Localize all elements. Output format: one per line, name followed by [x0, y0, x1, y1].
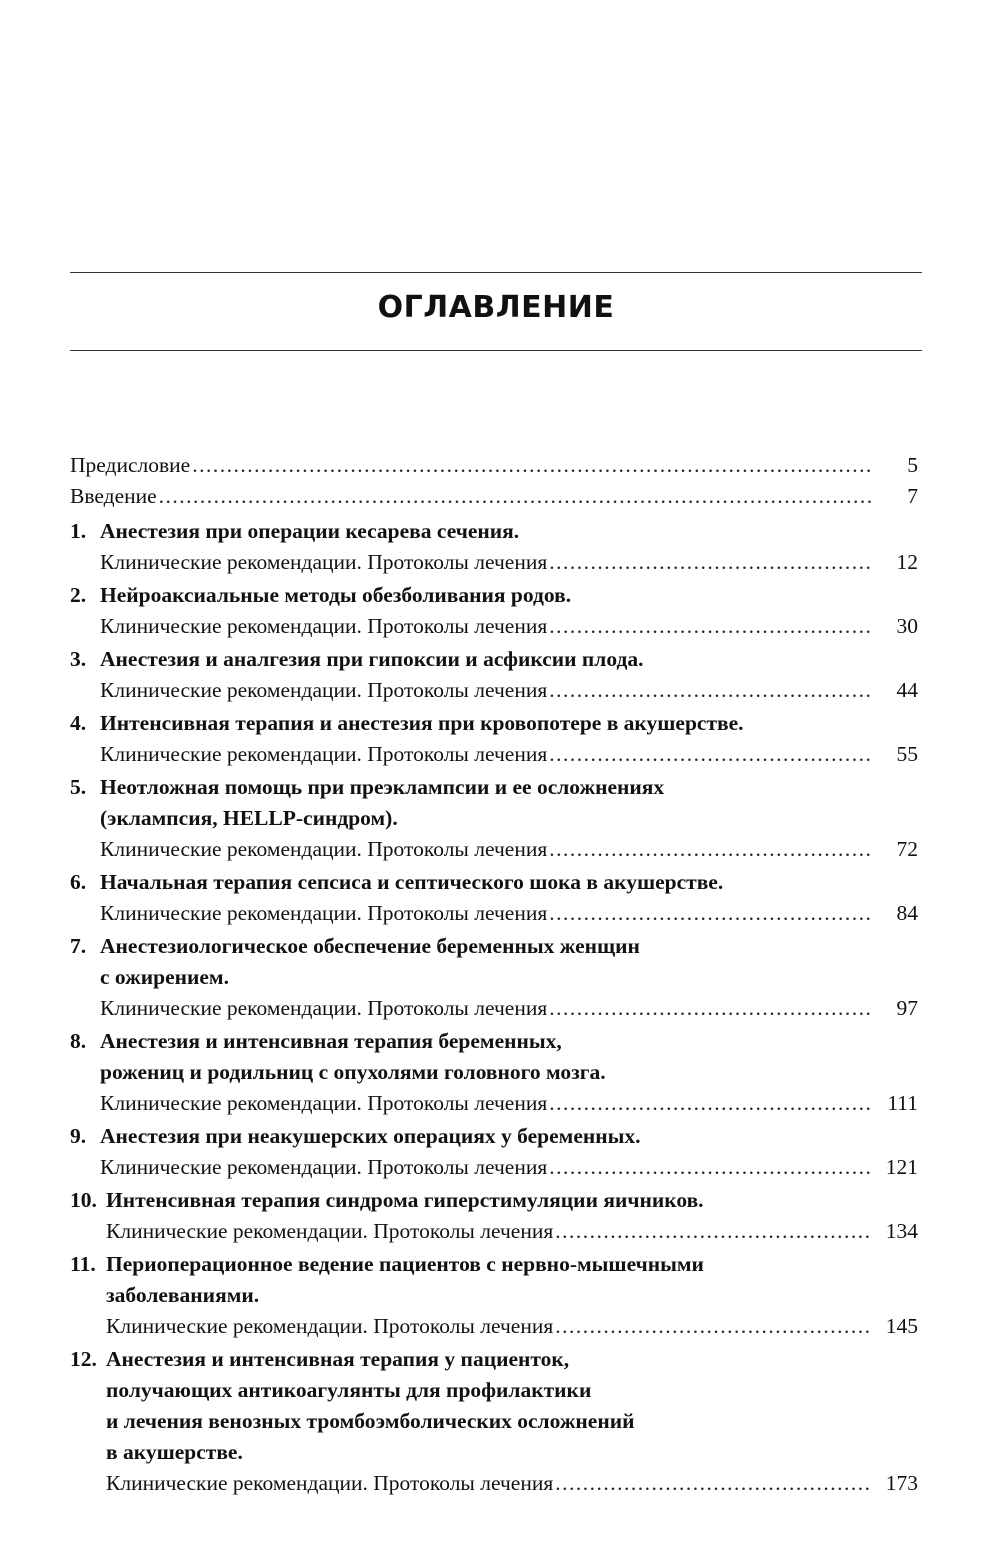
- dot-leader: [555, 1311, 872, 1342]
- dot-leader: [555, 1468, 872, 1499]
- chapter-number: 3.: [70, 647, 87, 671]
- chapter-title: Периоперационное ведение пациентов с нервно-мышечными: [106, 1252, 704, 1276]
- table-of-contents: [70, 450, 918, 1501]
- chapter-subtitle: Клинические рекомендации. Протоколы лечения: [106, 1314, 554, 1338]
- chapter-subtitle: Клинические рекомендации. Протоколы лечения: [100, 1155, 548, 1179]
- chapter-subtitle: Клинические рекомендации. Протоколы лечения: [100, 1091, 548, 1115]
- dot-leader: [549, 739, 872, 770]
- dot-leader: [159, 481, 872, 512]
- toc-page-number: 55: [896, 742, 918, 766]
- toc-chapter-entry: [70, 1344, 918, 1499]
- toc-page-number: 7: [907, 484, 918, 508]
- chapter-number: 11.: [70, 1252, 96, 1276]
- chapter-subtitle: Клинические рекомендации. Протоколы лечения: [100, 614, 548, 638]
- chapter-subtitle-line: [70, 1468, 918, 1499]
- chapter-list: [70, 516, 918, 1499]
- chapter-title: Анестезия при неакушерских операциях у беременных.: [100, 1124, 641, 1148]
- dot-leader: [549, 611, 872, 642]
- chapter-subtitle-line: [70, 898, 918, 929]
- toc-chapter-entry: [70, 867, 918, 929]
- chapter-title: Анестезия и интенсивная терапия у пациенток,: [106, 1347, 570, 1371]
- chapter-title-continuation: рожениц и родильниц с опухолями головного мозга.: [100, 1060, 606, 1084]
- chapter-number: 9.: [70, 1124, 87, 1148]
- toc-page-number: 97: [896, 996, 918, 1020]
- toc-page-number: 121: [885, 1155, 918, 1179]
- chapter-number: 8.: [70, 1029, 87, 1053]
- chapter-number: 2.: [70, 583, 87, 607]
- chapter-subtitle-line: [70, 1152, 918, 1183]
- toc-chapter-entry: [70, 772, 918, 865]
- toc-chapter-entry: [70, 644, 918, 706]
- chapter-number: 4.: [70, 711, 87, 735]
- toc-page-number: 44: [896, 678, 918, 702]
- chapter-title-continuation: и лечения венозных тромбоэмболических осложнений: [106, 1409, 635, 1433]
- toc-chapter-entry: [70, 1026, 918, 1119]
- chapter-subtitle: Клинические рекомендации. Протоколы лечения: [100, 996, 548, 1020]
- toc-page-number: 134: [885, 1219, 918, 1243]
- toc-chapter-entry: [70, 1121, 918, 1183]
- toc-page-number: 12: [896, 550, 918, 574]
- chapter-title: Анестезия и аналгезия при гипоксии и асфиксии плода.: [100, 647, 644, 671]
- chapter-title: Анестезиологическое обеспечение беременных женщин: [100, 934, 640, 958]
- chapter-title-continuation: в акушерстве.: [106, 1440, 243, 1464]
- chapter-title: Анестезия и интенсивная терапия беременных,: [100, 1029, 562, 1053]
- toc-chapter-entry: [70, 516, 918, 578]
- toc-chapter-entry: [70, 708, 918, 770]
- toc-chapter-entry: [70, 1185, 918, 1247]
- chapter-number: 12.: [70, 1347, 97, 1371]
- toc-chapter-entry: [70, 580, 918, 642]
- toc-page-number: 30: [896, 614, 918, 638]
- chapter-subtitle-line: [70, 1311, 918, 1342]
- chapter-title: Неотложная помощь при преэклампсии и ее осложнениях: [100, 775, 665, 799]
- toc-entry-introduction: [70, 481, 918, 512]
- toc-chapter-entry: [70, 931, 918, 1024]
- toc-entry-label: Предисловие: [70, 453, 191, 477]
- chapter-subtitle: Клинические рекомендации. Протоколы лечения: [106, 1219, 554, 1243]
- chapter-title-continuation: с ожирением.: [100, 965, 229, 989]
- top-rule: [70, 272, 922, 273]
- chapter-number: 7.: [70, 934, 87, 958]
- chapter-title-continuation: получающих антикоагулянты для профилактики: [106, 1378, 592, 1402]
- dot-leader: [555, 1216, 872, 1247]
- chapter-subtitle: Клинические рекомендации. Протоколы лечения: [100, 901, 548, 925]
- dot-leader: [549, 1152, 872, 1183]
- chapter-subtitle: Клинические рекомендации. Протоколы лечения: [100, 837, 548, 861]
- chapter-subtitle: Клинические рекомендации. Протоколы лечения: [106, 1471, 554, 1495]
- chapter-title-continuation: (эклампсия, HELLP-синдром).: [100, 806, 398, 830]
- page-title: ОГЛАВЛЕНИЕ: [377, 290, 615, 325]
- bottom-rule: [70, 350, 922, 351]
- dot-leader: [549, 547, 872, 578]
- chapter-subtitle: Клинические рекомендации. Протоколы лечения: [100, 678, 548, 702]
- chapter-number: 6.: [70, 870, 87, 894]
- chapter-subtitle-line: [70, 1216, 918, 1247]
- toc-page-number: 173: [885, 1471, 918, 1495]
- chapter-number: 1.: [70, 519, 87, 543]
- chapter-subtitle-line: [70, 1088, 918, 1119]
- toc-chapter-entry: [70, 1249, 918, 1342]
- dot-leader: [549, 1088, 872, 1119]
- toc-entry-preface: [70, 450, 918, 481]
- dot-leader: [549, 993, 872, 1024]
- toc-page-number: 72: [896, 837, 918, 861]
- dot-leader: [549, 675, 872, 706]
- chapter-subtitle-line: [70, 993, 918, 1024]
- chapter-title-continuation: заболеваниями.: [106, 1283, 260, 1307]
- chapter-subtitle-line: [70, 834, 918, 865]
- toc-page-number: 5: [907, 453, 918, 477]
- toc-page-number: 145: [885, 1314, 918, 1338]
- chapter-subtitle: Клинические рекомендации. Протоколы лечения: [100, 550, 548, 574]
- chapter-title: Интенсивная терапия синдрома гиперстимуляции яичников.: [106, 1188, 704, 1212]
- chapter-subtitle-line: [70, 739, 918, 770]
- toc-page-number: 84: [896, 901, 918, 925]
- chapter-title: Начальная терапия сепсиса и септического шока в акушерстве.: [100, 870, 724, 894]
- chapter-number: 5.: [70, 775, 87, 799]
- chapter-number: 10.: [70, 1188, 97, 1212]
- chapter-subtitle-line: [70, 547, 918, 578]
- chapter-title: Нейроаксиальные методы обезболивания родов.: [100, 583, 572, 607]
- chapter-subtitle-line: [70, 611, 918, 642]
- dot-leader: [549, 834, 872, 865]
- chapter-subtitle-line: [70, 675, 918, 706]
- toc-page-number: 111: [887, 1091, 918, 1115]
- dot-leader: [549, 898, 872, 929]
- dot-leader: [192, 450, 872, 481]
- chapter-subtitle: Клинические рекомендации. Протоколы лечения: [100, 742, 548, 766]
- toc-entry-label: Введение: [70, 484, 157, 508]
- chapter-title: Анестезия при операции кесарева сечения.: [100, 519, 520, 543]
- chapter-title: Интенсивная терапия и анестезия при кровопотере в акушерстве.: [100, 711, 744, 735]
